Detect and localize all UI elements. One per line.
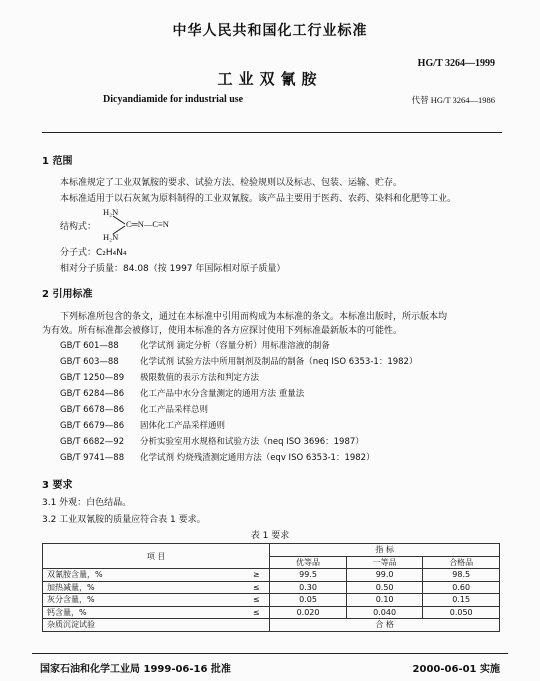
reference-code: GB/T 603—88	[60, 357, 119, 367]
row-item: 杂质沉淀试验	[43, 619, 270, 632]
reference-item	[60, 403, 208, 415]
reference-title: 化学试剂 灼烧残渣测定通用方法（eqv ISO 6353-1：1982）	[140, 453, 375, 463]
item-3-1: 3.1 外观：白色结晶。	[42, 498, 132, 508]
formula-h2n-bottom: H₂N	[103, 232, 119, 242]
table-caption: 表 1 要求	[250, 531, 290, 541]
reference-item	[60, 451, 375, 463]
row-operator: ≤	[243, 581, 270, 594]
section-1-paragraph-2: 本标准适用于以石灰氮为原料制得的工业双氰胺。该产品主要用于医药、农药、染料和化肥等工业。	[60, 194, 457, 204]
cell-value: 98.5	[423, 569, 500, 582]
row-operator: ≤	[243, 594, 270, 607]
grade-header: 合格品	[423, 556, 500, 569]
cell-value: 0.15	[423, 594, 500, 607]
section-2-intro-line-1: 下列标准所包含的条文，通过在本标准中引用而构成为本标准的条文。本标准出版时，所示版本均	[60, 312, 448, 322]
footer-divider	[32, 653, 508, 654]
row-item: 加热减量，%	[43, 581, 244, 594]
section-2-heading: 2 引用标准	[42, 289, 93, 300]
reference-title: 固体化工产品采样通则	[140, 421, 226, 431]
document-title: 工业双氰胺	[217, 70, 323, 88]
reference-code: GB/T 601—88	[60, 341, 119, 351]
grade-header: 优等品	[270, 556, 347, 569]
cell-value: 合 格	[270, 619, 500, 632]
table-row	[43, 594, 500, 607]
section-2-intro-line-2: 为有效。所有标准都会被修订，使用本标准的各方应探讨使用下列标准最新版本的可能性。	[42, 326, 403, 336]
national-standard-title: 中华人民共和国化工行业标准	[172, 23, 368, 39]
item-3-2: 3.2 工业双氰胺的质量应符合表 1 要求。	[42, 515, 206, 525]
approval-line: 国家石油和化学工业局 1999-06-16 批准	[40, 664, 231, 675]
reference-title: 化工产品采样总则	[140, 405, 209, 415]
document-title-english: Dicyandiamide for industrial use	[103, 94, 244, 105]
section-1-paragraph-1: 本标准规定了工业双氰胺的要求、试验方法、检验规则以及标志、包装、运输、贮存。	[60, 178, 403, 188]
row-item: 双氰胺含量，%	[43, 569, 244, 582]
reference-code: GB/T 6284—86	[60, 389, 125, 399]
reference-title: 分析实验室用水规格和试验方法（neq ISO 3696：1987）	[140, 437, 364, 447]
molecular-formula: 分子式：C₂H₄N₄	[60, 248, 127, 258]
reference-item	[60, 419, 225, 431]
reference-item	[60, 371, 259, 383]
row-operator: ≤	[243, 606, 270, 619]
replaces-standard: 代替 HG/T 3264—1986	[411, 95, 495, 105]
requirements-table	[42, 543, 500, 632]
cell-value: 0.60	[423, 581, 500, 594]
table-row	[43, 606, 500, 619]
reference-code: GB/T 6678—86	[60, 405, 125, 415]
cell-value: 0.040	[346, 606, 423, 619]
reference-title: 化学试剂 试验方法中所用制剂及制品的制备（neq ISO 6353-1：1982）	[140, 357, 418, 367]
cell-value: 0.020	[270, 606, 347, 619]
reference-title: 化工产品中水分含量测定的通用方法 重量法	[140, 389, 305, 399]
reference-title: 极限数值的表示方法和判定方法	[140, 373, 260, 383]
cell-value: 99.5	[270, 569, 347, 582]
cell-value: 0.10	[346, 594, 423, 607]
cell-value: 0.050	[423, 606, 500, 619]
section-1-heading: 1 范围	[42, 156, 73, 167]
molecular-mass: 相对分子质量：84.08（按 1997 年国际相对原子质量）	[60, 264, 286, 274]
formula-core: C═N—C≡N	[126, 219, 169, 229]
header-divider	[42, 132, 502, 133]
table-row	[43, 569, 500, 582]
row-operator: ≥	[243, 569, 270, 582]
reference-code: GB/T 6682—92	[60, 437, 125, 447]
table-row	[43, 581, 500, 594]
cell-value: 99.0	[346, 569, 423, 582]
formula-h2n-top: H₂N	[103, 207, 119, 217]
structural-formula-label: 结构式：	[60, 222, 97, 232]
column-header-item: 项 目	[43, 544, 270, 569]
cell-value: 0.50	[346, 581, 423, 594]
standard-number: HG/T 3264—1999	[417, 58, 495, 69]
reference-code: GB/T 6679—86	[60, 421, 125, 431]
reference-item	[60, 355, 417, 367]
table-header-row	[43, 544, 500, 557]
grade-header: 一等品	[346, 556, 423, 569]
section-3-heading: 3 要求	[42, 480, 73, 491]
cell-value: 0.30	[270, 581, 347, 594]
reference-title: 化学试剂 滴定分析（容量分析）用标准溶液的制备	[140, 341, 330, 351]
column-header-indicator: 指 标	[270, 544, 500, 557]
table-row	[43, 619, 500, 632]
reference-item	[60, 387, 304, 399]
row-item: 灰分含量，%	[43, 594, 244, 607]
implementation-date: 2000-06-01 实施	[412, 664, 500, 675]
cell-value: 0.05	[270, 594, 347, 607]
reference-code: GB/T 9741—88	[60, 453, 125, 463]
reference-item	[60, 339, 330, 351]
reference-item	[60, 435, 364, 447]
row-item: 钙含量，%	[43, 606, 244, 619]
reference-code: GB/T 1250—89	[60, 373, 125, 383]
